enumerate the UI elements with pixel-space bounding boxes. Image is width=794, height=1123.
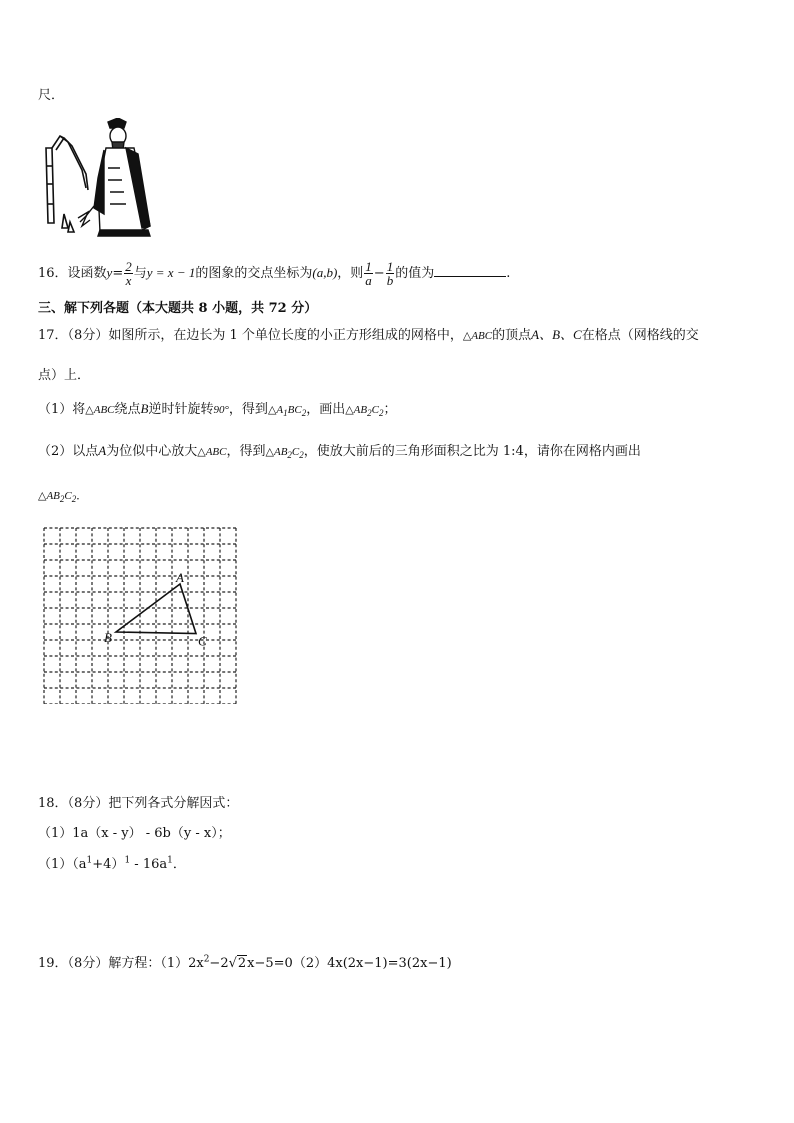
- q17-p2-result-triangle: [265, 446, 304, 461]
- q17-p1-draw-sub1: 2: [367, 408, 372, 419]
- q16-frac-a-den: a: [365, 273, 372, 288]
- q16-answer-blank[interactable]: [434, 264, 506, 277]
- q17-triangle: △ABC: [462, 330, 493, 342]
- question-18: 18．（8分）把下列各式分解因式：: [38, 796, 239, 811]
- q16-frac-a: [364, 260, 373, 287]
- q16-comma: ，则: [337, 266, 364, 281]
- q16-func2: y = x − 1: [146, 265, 196, 280]
- sqrt-icon: √: [228, 956, 237, 971]
- q18-part2: [38, 853, 186, 872]
- q17-p1-sub1: 1: [283, 408, 288, 419]
- q17-tail: 在格点（网格线的交: [581, 328, 699, 343]
- q16-func1-eq: =: [112, 266, 124, 281]
- q17-p2-mid: 为位似中心放大: [106, 444, 198, 459]
- q19-mid1: −2: [209, 956, 229, 971]
- q17-p1-draw-sub2: 2: [378, 408, 384, 419]
- q17-p1-lead: （1）将: [38, 402, 86, 417]
- q17-p1-triangle: △ABC: [85, 404, 115, 416]
- q16-end: .: [506, 266, 511, 281]
- q17-p2-point-a: A: [98, 443, 107, 458]
- q19-mid2: x−5=0（2）4x(2x−1)=3(2x−1): [247, 956, 452, 971]
- q17-grid-figure: [38, 522, 242, 704]
- q17-p2-triangle: △ABC: [197, 446, 227, 458]
- q19-sup: 2: [203, 954, 210, 965]
- q17-p2-line2-a: △AB: [38, 490, 60, 502]
- question-17-line2: 点）上．: [38, 368, 91, 383]
- q16-func1-den: x: [125, 273, 132, 288]
- q17-p1-get: ，得到: [228, 402, 268, 417]
- q16-tail: 的值为: [395, 266, 435, 281]
- q16-func1-num: 2: [125, 259, 132, 274]
- q18-p2-sup3: 1: [167, 855, 173, 866]
- section-3-heading: 三、解下列各题（本大题共 8 小题，共 72 分）: [38, 301, 318, 316]
- q19-radicand: 2: [237, 956, 247, 971]
- q16-frac-b-num: 1: [386, 259, 394, 274]
- q17-p1-sub2: 2: [301, 408, 307, 419]
- q17-p2-line2-end: ．: [76, 490, 88, 502]
- q16-frac-a-num: 1: [365, 259, 372, 274]
- q17-p1-result-b: BC: [287, 404, 302, 416]
- q18-p2-a: （1）（a: [38, 857, 87, 872]
- vertex-label-a: A: [176, 570, 184, 585]
- q17-part2: [38, 440, 641, 460]
- q17-p1-degree: 90°: [213, 404, 229, 416]
- q18-p2-sup2: 1: [124, 855, 131, 866]
- bamboo-icon: [46, 136, 88, 232]
- q17-lead: 17．（8分）如图所示，在边长为 1 个单位长度的小正方形组成的网格中，: [38, 328, 463, 343]
- scholar-bamboo-illustration: [38, 118, 156, 240]
- q16-minus: −: [373, 266, 385, 281]
- q15-tail: 尺．: [38, 88, 65, 103]
- scholar-figure-icon: [78, 118, 150, 236]
- q16-connect: 与: [133, 266, 147, 281]
- q17-p1-result-triangle: [267, 404, 307, 419]
- q17-part2-line2: [38, 487, 87, 504]
- q17-p2-tail: ，使放大前后的三角形面积之比为 1:4，请你在网格内画出: [303, 444, 641, 459]
- q17-p2-sub1: 2: [287, 450, 292, 461]
- q17-p2-sub2: 2: [299, 450, 304, 461]
- q17-part1: [38, 398, 396, 418]
- q17-p1-end: ；: [383, 402, 397, 417]
- q16-func1-lhs: y: [106, 265, 113, 280]
- q18-p2-d: ．: [172, 857, 186, 872]
- vertex-label-b: B: [104, 630, 112, 645]
- q17-p2-result-a: △AB: [265, 446, 288, 458]
- q16-func1-fraction: [124, 260, 133, 287]
- q16-frac-b: [386, 260, 395, 287]
- q17-p2-result-b: C: [291, 446, 300, 458]
- q17-p1-draw-a: △AB: [345, 404, 368, 416]
- q17-p1-draw: ，画出: [306, 402, 346, 417]
- q17-p2-line2-b: C: [64, 490, 72, 502]
- q17-p2-lead: （2）以点: [38, 444, 99, 459]
- q18-p2-b: +4）: [92, 857, 125, 872]
- vertex-label-c: C: [198, 633, 207, 649]
- q17-p2-line2-sub2: 2: [71, 494, 77, 505]
- q17-p1-draw-triangle: [345, 404, 384, 419]
- question-19: [38, 952, 452, 971]
- q17-p1-draw-b: C: [371, 404, 379, 416]
- q17-p1-mid: 绕点: [114, 402, 141, 417]
- q19-lead: 19．（8分）解方程：（1）2x: [38, 956, 204, 971]
- q16-lead: 16．设函数: [38, 266, 107, 281]
- q17-vertices: A、B、C: [531, 327, 582, 342]
- q18-part1: （1）1a（x - y） - 6b（y - x）；: [38, 826, 231, 841]
- q17-p1-point-b: B: [140, 401, 149, 416]
- q17-p2-line2-sub1: 2: [59, 494, 65, 505]
- q16-point: (a,b): [312, 265, 338, 280]
- q17-mid: 的顶点: [492, 328, 532, 343]
- q17-p1-rotate: 逆时针旋转: [148, 402, 214, 417]
- q16-frac-b-den: b: [386, 273, 394, 288]
- q18-p2-c: - 16a: [130, 857, 168, 872]
- question-16: [38, 258, 510, 289]
- question-17-line1: [38, 324, 699, 343]
- q18-p2-sup1: 1: [86, 855, 93, 866]
- q17-p1-result-a: △A: [267, 404, 284, 416]
- q17-p2-get: ，得到: [226, 444, 266, 459]
- dotted-grid: [44, 528, 236, 704]
- q16-mid: 的图象的交点坐标为: [195, 266, 313, 281]
